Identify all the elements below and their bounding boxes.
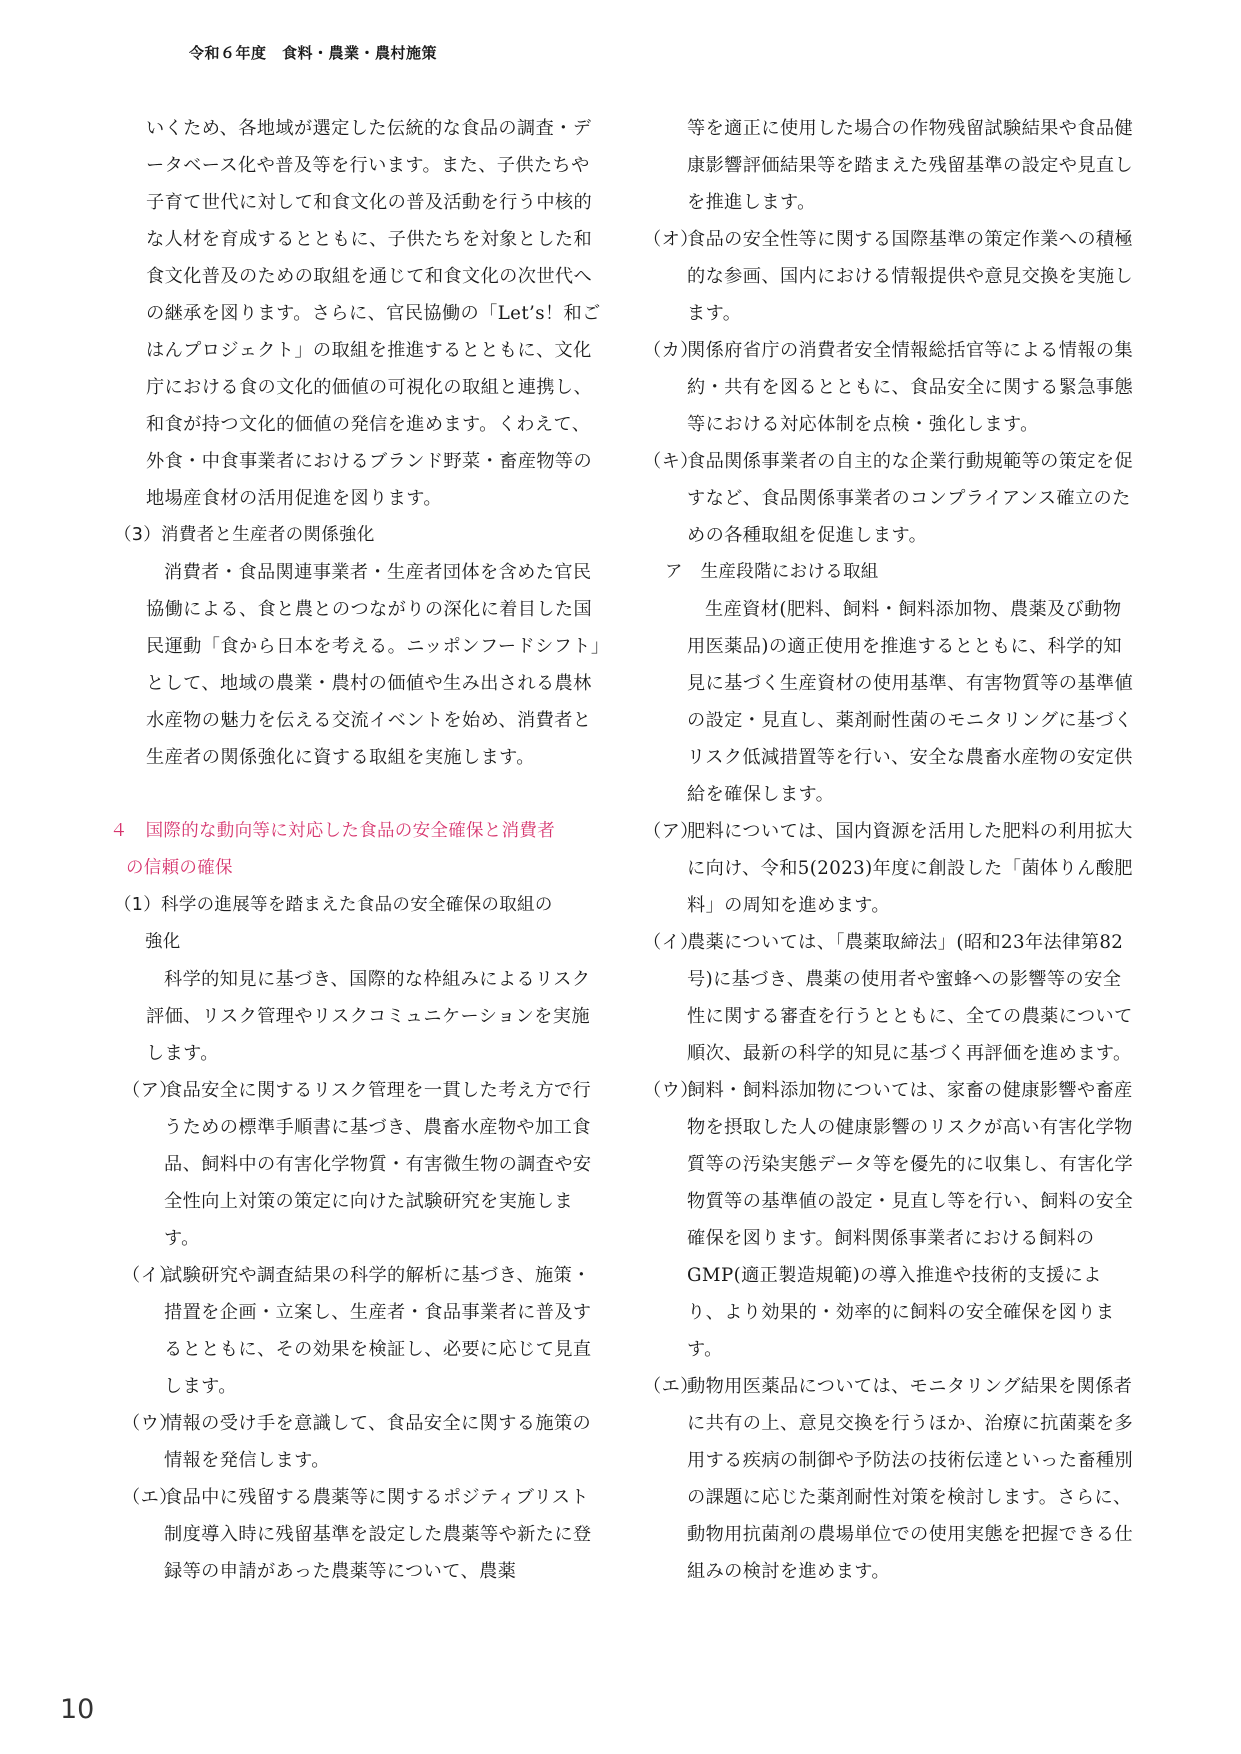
list-item <box>643 332 1137 443</box>
item-label: （エ） <box>643 1376 699 1397</box>
item-text: 農薬については、「農薬取締法」(昭和23年法律第82号)に基づき、農薬の使用者や蜜蜂への影響等の安全性に関する審査を行うとともに、全ての農薬について順次、最新の科学的知見に基づく再評価を進めます。 <box>687 932 1133 1064</box>
subsection-1-body: 科学的知見に基づき、国際的な枠組みによるリスク評価、リスク管理やリスクコミュニケーションを実施します。 <box>146 969 591 1064</box>
item-label: （オ） <box>643 229 699 250</box>
section-a-heading: ア 生産段階における取組 <box>665 562 879 582</box>
intro-paragraph: いくため、各地域が選定した伝統的な食品の調査・データベース化や普及等を行います。また、子供たちや子育て世代に対して和食文化の普及活動を行う中核的な人材を育成するとともに、子供たちを対象とした和食文化普及のための取組を通じて和食文化の次世代への継承を図ります。さらに、官民協働の「Let’s！和ごはんプロジェクト」の取組を推進するとともに、文化庁における食の文化的価値の可視化の取組と連携し、和食が持つ文化的価値の発信を進めます。くわえて、外食・中食事業者におけるブランド野菜・畜産物等の地場産食材の活用促進を図ります。 <box>146 118 601 509</box>
item-label: （イ） <box>122 1265 178 1286</box>
subsection-1-heading-line1: （1）科学の進展等を踏まえた食品の安全確保の取組の <box>114 895 553 915</box>
subsection-3-heading: （3）消費者と生産者の関係強化 <box>114 525 375 545</box>
item-label: （カ） <box>643 340 699 361</box>
item-text: 食品関係事業者の自主的な企業行動規範等の策定を促すなど、食品関係事業者のコンプライアンス確立のための各種取組を促進します。 <box>687 451 1134 546</box>
list-item <box>643 221 1137 332</box>
section-4-heading-line1: ４ 国際的な動向等に対応した食品の安全確保と消費者 <box>110 821 555 841</box>
section-a-body: 生産資材(肥料、飼料・飼料添加物、農薬及び動物用医薬品)の適正使用を推進するとともに、科学的知見に基づく生産資材の使用基準、有害物質等の基準値の設定・見直し、薬剤耐性菌のモニタリングに基づくリスク低減措置等を行い、安全な農畜水産物の安定供給を確保します。 <box>687 599 1134 805</box>
item-text: 飼料・飼料添加物については、家畜の健康影響や畜産物を摂取した人の健康影響のリスクが高い有害化学物質等の汚染実態データ等を優先的に収集し、有害化学物質等の基準値の設定・見直し等を行い、飼料の安全確保を図ります。飼料関係事業者における飼料のGMP(適正製造規範)の導入推進や技術的支援により、より効果的・効率的に飼料の安全確保を図ります。 <box>687 1080 1134 1360</box>
page-number: 10 <box>60 1694 95 1725</box>
item-text: 情報の受け手を意識して、食品安全に関する施策の情報を発信します。 <box>164 1413 592 1471</box>
item-label: （ア） <box>643 821 699 842</box>
subsection-1-heading-line2: 強化 <box>145 932 181 952</box>
item-text: 食品中に残留する農薬等に関するポジティブリスト制度導入時に残留基準を設定した農薬等や新たに登録等の申請があった農薬等について、農薬 <box>164 1487 592 1582</box>
continued-paragraph: 等を適正に使用した場合の作物残留試験結果や食品健康影響評価結果等を踏まえた残留基準の設定や見直しを推進します。 <box>687 118 1134 213</box>
item-label: （ウ） <box>643 1080 699 1101</box>
page-header: 令和６年度 食料・農業・農村施策 <box>189 44 438 62</box>
item-label: （イ） <box>643 932 699 953</box>
list-item <box>643 1368 1137 1590</box>
item-label: （ウ） <box>122 1413 178 1434</box>
item-text: 関係府省庁の消費者安全情報総括官等による情報の集約・共有を図るとともに、食品安全に関する緊急事態等における対応体制を点検・強化します。 <box>687 340 1134 435</box>
item-text: 試験研究や調査結果の科学的解析に基づき、施策・措置を企画・立案し、生産者・食品事業者に普及するとともに、その効果を検証し、必要に応じて見直します。 <box>164 1265 592 1397</box>
list-item <box>643 1072 1137 1368</box>
right-column <box>643 110 1137 1590</box>
list-item <box>122 1257 601 1405</box>
list-item <box>643 813 1137 924</box>
item-text: 動物用医薬品については、モニタリング結果を関係者に共有の上、意見交換を行うほか、治療に抗菌薬を多用する疾病の制御や予防法の技術伝達といった畜種別の課題に応じた薬剤耐性対策を検討します。さらに、動物用抗菌剤の農場単位での使用実態を把握できる仕組みの検討を進めます。 <box>687 1376 1134 1582</box>
item-text: 食品安全に関するリスク管理を一貫した考え方で行うための標準手順書に基づき、農畜水産物や加工食品、飼料中の有害化学物質・有害微生物の調査や安全性向上対策の策定に向けた試験研究を実施します。 <box>164 1080 592 1249</box>
item-label: （キ） <box>643 451 699 472</box>
item-text: 食品の安全性等に関する国際基準の策定作業への積極的な参画、国内における情報提供や意見交換を実施します。 <box>687 229 1134 324</box>
item-label: （エ） <box>122 1487 178 1508</box>
left-item-list <box>122 1072 601 1590</box>
item-label: （ア） <box>122 1080 178 1101</box>
right-item-list-a <box>643 813 1137 1590</box>
subsection-3-body: 消費者・食品関連事業者・生産者団体を含めた官民協働による、食と農とのつながりの深化に着目した国民運動「食から日本を考える。ニッポンフードシフト」として、地域の農業・農村の価値や生み出される農林水産物の魅力を伝える交流イベントを始め、消費者と生産者の関係強化に資する取組を実施します。 <box>146 562 601 768</box>
section-4-heading-line2: の信頼の確保 <box>126 858 233 878</box>
item-text: 肥料については、国内資源を活用した肥料の利用拡大に向け、令和5(2023)年度に創設した「菌体りん酸肥料」の周知を進めます。 <box>687 821 1133 916</box>
right-item-list <box>643 221 1137 554</box>
left-column <box>110 110 601 1590</box>
list-item <box>122 1072 601 1257</box>
list-item <box>643 924 1137 1072</box>
list-item <box>643 443 1137 554</box>
list-item <box>122 1405 601 1479</box>
list-item <box>122 1479 601 1590</box>
